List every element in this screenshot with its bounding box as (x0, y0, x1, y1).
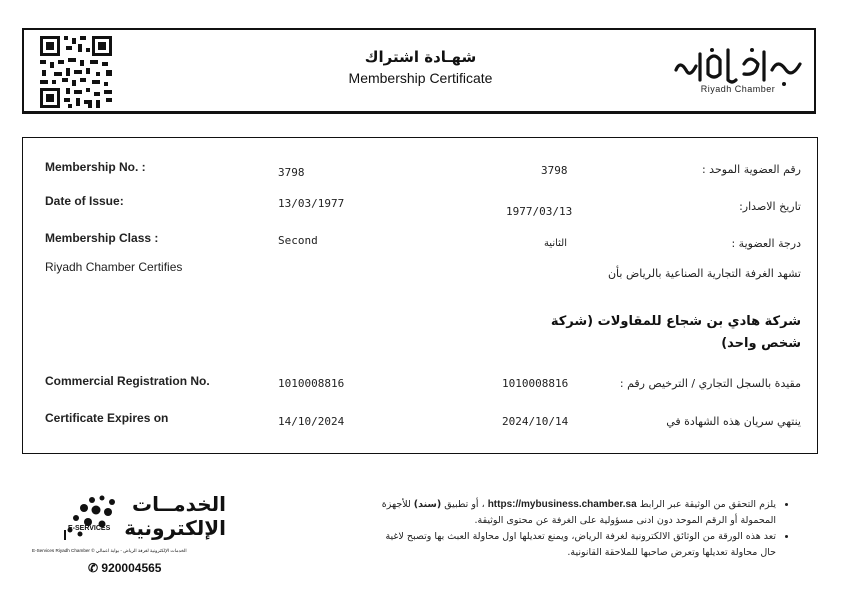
membership-no-value-en: 3798 (278, 166, 305, 179)
e-services-badge: E-SERVICES (68, 525, 111, 532)
note-verification (372, 497, 776, 529)
riyadh-chamber-logo-caption: Riyadh Chamber (700, 84, 776, 94)
membership-no-label-en: Membership No. : (45, 160, 146, 174)
commercial-registration-label-ar: مقيدة بالسجل التجاري / الترخيص رقم : (619, 377, 801, 390)
membership-class-label-ar: درجة العضوية : (731, 237, 801, 250)
commercial-registration-label-en: Commercial Registration No. (45, 374, 210, 388)
verification-link[interactable]: https://mybusiness.chamber.sa (487, 499, 637, 510)
commercial-registration-value-ar: 1010008816 (502, 377, 569, 390)
note1-mid: ، أو تطبيق (444, 499, 485, 510)
certifies-text-en: Riyadh Chamber Certifies (45, 260, 183, 274)
phone-number: 920004565 (101, 561, 162, 575)
certifies-text-ar: تشهد الغرفة التجارية الصناعية بالرياض بأن (607, 267, 801, 280)
membership-no-value-ar: 3798 (541, 164, 568, 177)
membership-class-value-en: Second (278, 234, 318, 247)
date-of-issue-value-ar: 1977/03/13 (506, 205, 573, 218)
sanad-app-name: (سند) (413, 499, 442, 510)
certificate-details-frame (22, 137, 818, 454)
e-services-phone (88, 561, 161, 575)
company-name-ar: شركة هادي بن شجاع للمقاولات (شركة شخص واحد) (550, 314, 801, 351)
e-services-caption: E-Services Riyadh Chamber © الخدمات الإلكترونية لغرفة الرياض - بوابة أعمالي (32, 548, 187, 553)
membership-class-value-ar: الثانية (543, 238, 567, 249)
certificate-expires-label-ar: ينتهي سريان هذه الشهادة في (666, 415, 801, 428)
membership-class-label-en: Membership Class : (45, 231, 159, 245)
date-of-issue-label-ar: تاريخ الاصدار: (739, 200, 801, 213)
e-services-title-line1: الخدمــات (132, 492, 226, 516)
note-legal: • تعد هذه الورقة من الوثائق الالكترونية لغرفة الرياض، ويمنع تعديلها اول محاولة العبث بها وتصبح لاغية حال محاولة تعديلها وتعرض صاحبها للملاحقة القانونية. (372, 529, 776, 561)
phone-icon: ✆ (88, 561, 99, 575)
note1-suffix: للأجهزة المحمولة أو الرقم الموحد دون ادنى مسؤولية على الغرفة عن محتوى الوثيقة. (381, 499, 776, 526)
note1-prefix: يلزم التحقق من الوثيقة عبر الرابط (639, 499, 776, 510)
certificate-expires-value-en: 14/10/2024 (278, 415, 345, 428)
certificate-expires-label-en: Certificate Expires on (45, 411, 169, 425)
date-of-issue-value-en: 13/03/1977 (278, 197, 345, 210)
verification-notes (372, 497, 790, 561)
e-services-dots-icon (62, 494, 122, 546)
certificate-title-arabic: شهـادة اشتراك (364, 48, 477, 66)
e-services-title-line2: الإلكترونية (124, 516, 226, 540)
commercial-registration-value-en: 1010008816 (278, 377, 345, 390)
certificate-title-english: Membership Certificate (348, 70, 493, 86)
certificate-expires-value-ar: 2024/10/14 (502, 415, 569, 428)
membership-no-label-ar: رقم العضوية الموحد : (701, 163, 801, 176)
date-of-issue-label-en: Date of Issue: (45, 194, 124, 208)
